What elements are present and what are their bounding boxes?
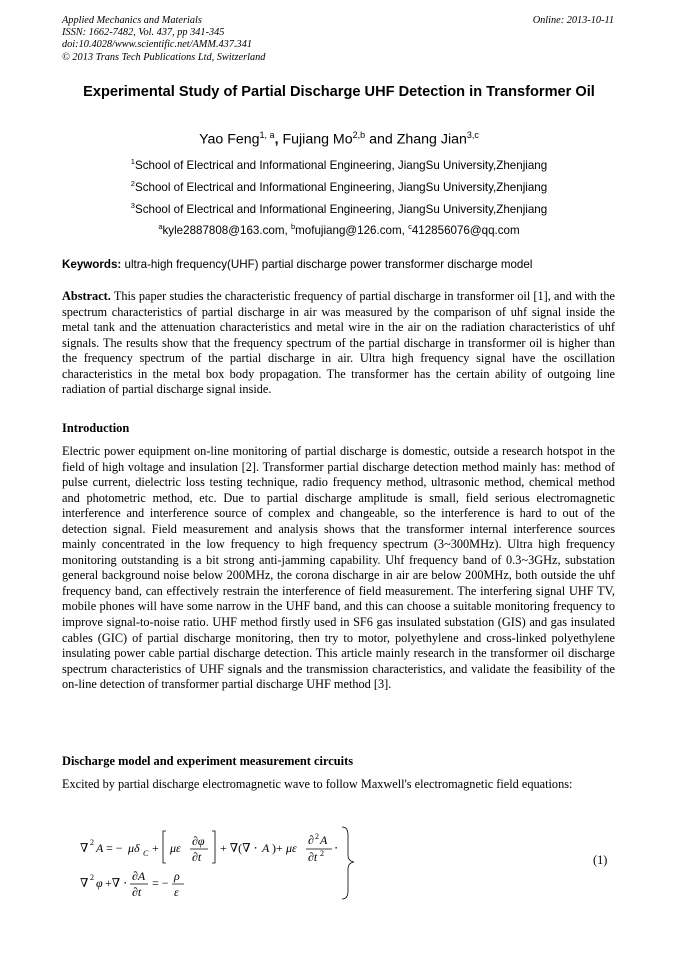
svg-text:⋅: ⋅ bbox=[334, 841, 339, 855]
abstract bbox=[62, 289, 615, 398]
affiliation bbox=[62, 179, 616, 194]
svg-text:με: με bbox=[170, 841, 181, 855]
svg-text:= −: = − bbox=[106, 841, 123, 855]
svg-text:μδ: μδ bbox=[128, 841, 140, 855]
affiliation-sup: 1 bbox=[130, 157, 135, 166]
affiliation-text: School of Electrical and Informational Engineering, JiangSu University,Zhenjiang bbox=[134, 202, 548, 216]
issn: ISSN: 1662-7482, Vol. 437, pp 341-345 bbox=[62, 27, 225, 39]
discharge-model-intro: Excited by partial discharge electromagnetic wave to follow Maxwell's electromagnetic field equations: bbox=[62, 777, 573, 791]
affiliation-text: School of Electrical and Informational Engineering, JiangSu University,Zhenjiang bbox=[134, 158, 548, 172]
svg-text:∇: ∇ bbox=[80, 876, 89, 890]
svg-text:με: με bbox=[286, 841, 297, 855]
svg-text:ρ: ρ bbox=[174, 869, 180, 883]
affiliation-sup: 2 bbox=[130, 179, 135, 188]
email: mofujiang@126.com bbox=[295, 223, 402, 237]
journal-name: Applied Mechanics and Materials bbox=[62, 15, 202, 26]
svg-text:C: C bbox=[143, 849, 149, 858]
abstract-label: Abstract. bbox=[62, 289, 111, 303]
svg-text:∂t: ∂t bbox=[192, 850, 202, 864]
email: kyle2887808@163.com bbox=[162, 223, 285, 237]
author-separator: , bbox=[274, 131, 283, 148]
journal-header bbox=[62, 15, 265, 64]
introduction-body: Electric power equipment on-line monitoring of partial discharge is domestic, outside a research hotspot in the field of high voltage and insulation [2]. Transformer partial discharge detection method mainly has: method of pulse current, dielectric loss testing technique, radio frequency method, ultrasonic method, chemical method and photometric method, etc. Due to partial discharge amplitude is small, field serious electromagnetic interference and interference source of complex and changeable, so the interference is hard to out of the detection signal. Field measurement and analysis shows that the transformer internal interference sources mainly concentrated in the low frequency to high frequency spectrum (3~300MHz). Ultra high frequency monitoring outstanding is a bit strong anti-jamming capability. Uhf frequency band of 0.3~3GHz, substation general background noise below 200MHz, the corona discharge in air are below 200MHz, both outside the uhf frequency band, can effectively restrain the interference of field measurement. The interfering signal UHF TV, mobile phones will have some narrow in the UHF band, and this can choose a suitable monitoring frequency to improve signal-to-noise ratio. UHF method firstly used in SF6 gas insulated substation (GIS) and gas insulated cables (GIC) of partial discharge monitoring, then try to motor, polyethylene and cross-linked polyethylene insulating power cable partial discharge detection. This article mainly research in the transformer oil discharge spectrum characteristics of UHF signals and the transmission characteristics, and validate the feasibility of the on-line detection of transformer partial discharge UHF method [3]. bbox=[62, 444, 615, 692]
svg-text:+∇ ⋅: +∇ ⋅ bbox=[105, 876, 128, 890]
affiliation-text: School of Electrical and Informational Engineering, JiangSu University,Zhenjiang bbox=[134, 180, 548, 194]
introduction-heading: Introduction bbox=[62, 421, 130, 435]
svg-text:2: 2 bbox=[90, 873, 94, 882]
svg-text:∇: ∇ bbox=[80, 841, 89, 855]
equation-number: (1) bbox=[593, 853, 608, 867]
abstract-text: This paper studies the characteristic frequency of partial discharge in transformer oil [1], and with the spectrum characteristics of partial discharge in air was measured by the comparison of uhf signal inside the metal tank and the attenuation characteristics and metal wire in the air on the radiation characteristics of uhf signals. The results show that the frequency spectrum of the partial discharge in transformer oil is higher than the frequency spectrum of the partial discharge in air. Ultra high frequency signal have the oscillation characteristics in the metal box body propagation. The transformer has the certain ability of outgoing line radiation of partial discharge signal inside. bbox=[62, 289, 615, 397]
copyright: © 2013 Trans Tech Publications Ltd, Switzerland bbox=[62, 51, 266, 63]
email-sup: b bbox=[290, 222, 296, 231]
svg-text:A: A bbox=[262, 841, 270, 855]
author-name: Fujiang Mo bbox=[282, 131, 353, 148]
svg-text:φ: φ bbox=[96, 876, 103, 890]
svg-text:∂A: ∂A bbox=[132, 869, 146, 883]
keywords-text: ultra-high frequency(UHF) partial discharge power transformer discharge model bbox=[124, 258, 533, 271]
affiliation bbox=[62, 157, 616, 172]
svg-text:2: 2 bbox=[90, 838, 94, 847]
svg-text:2: 2 bbox=[320, 849, 324, 858]
keywords bbox=[62, 258, 532, 271]
author-name: Yao Feng bbox=[199, 131, 260, 148]
svg-text:)+: )+ bbox=[272, 841, 283, 855]
svg-text:+ ∇(∇ ⋅: + ∇(∇ ⋅ bbox=[220, 841, 258, 855]
email-separator: , bbox=[401, 223, 409, 237]
svg-text:= −: = − bbox=[152, 876, 169, 890]
discharge-model-heading: Discharge model and experiment measurement circuits bbox=[62, 754, 354, 768]
paper-title: Experimental Study of Partial Discharge UHF Detection in Transformer Oil bbox=[83, 84, 595, 100]
author-separator: and bbox=[365, 131, 397, 148]
author-list bbox=[62, 130, 616, 148]
email: 412856076@qq.com bbox=[411, 223, 520, 237]
author-sup: 2,b bbox=[352, 130, 366, 140]
doi: doi:10.4028/www.scientific.net/AMM.437.341 bbox=[62, 39, 252, 51]
svg-text:∂φ: ∂φ bbox=[192, 834, 205, 848]
svg-text:∂: ∂ bbox=[308, 833, 314, 847]
equation-graphic bbox=[80, 825, 360, 905]
author-sup: 3,c bbox=[466, 130, 479, 140]
affiliation-sup: 3 bbox=[130, 201, 135, 210]
online-date: Online: 2013-10-11 bbox=[532, 15, 614, 26]
affiliation bbox=[62, 201, 616, 216]
email-separator: , bbox=[284, 223, 291, 237]
email-list bbox=[62, 222, 616, 237]
svg-text:∂t: ∂t bbox=[308, 850, 318, 864]
svg-text:+: + bbox=[152, 841, 159, 855]
keywords-label: Keywords: bbox=[62, 258, 122, 271]
author-name: Zhang Jian bbox=[396, 131, 467, 148]
svg-text:A: A bbox=[96, 841, 104, 855]
svg-text:A: A bbox=[320, 833, 328, 847]
author-sup: 1, a bbox=[259, 130, 275, 140]
svg-text:ε: ε bbox=[174, 885, 179, 899]
email-sup: c bbox=[408, 222, 412, 231]
svg-text:∂t: ∂t bbox=[132, 885, 142, 899]
svg-text:2: 2 bbox=[315, 832, 319, 841]
email-sup: a bbox=[158, 222, 163, 231]
